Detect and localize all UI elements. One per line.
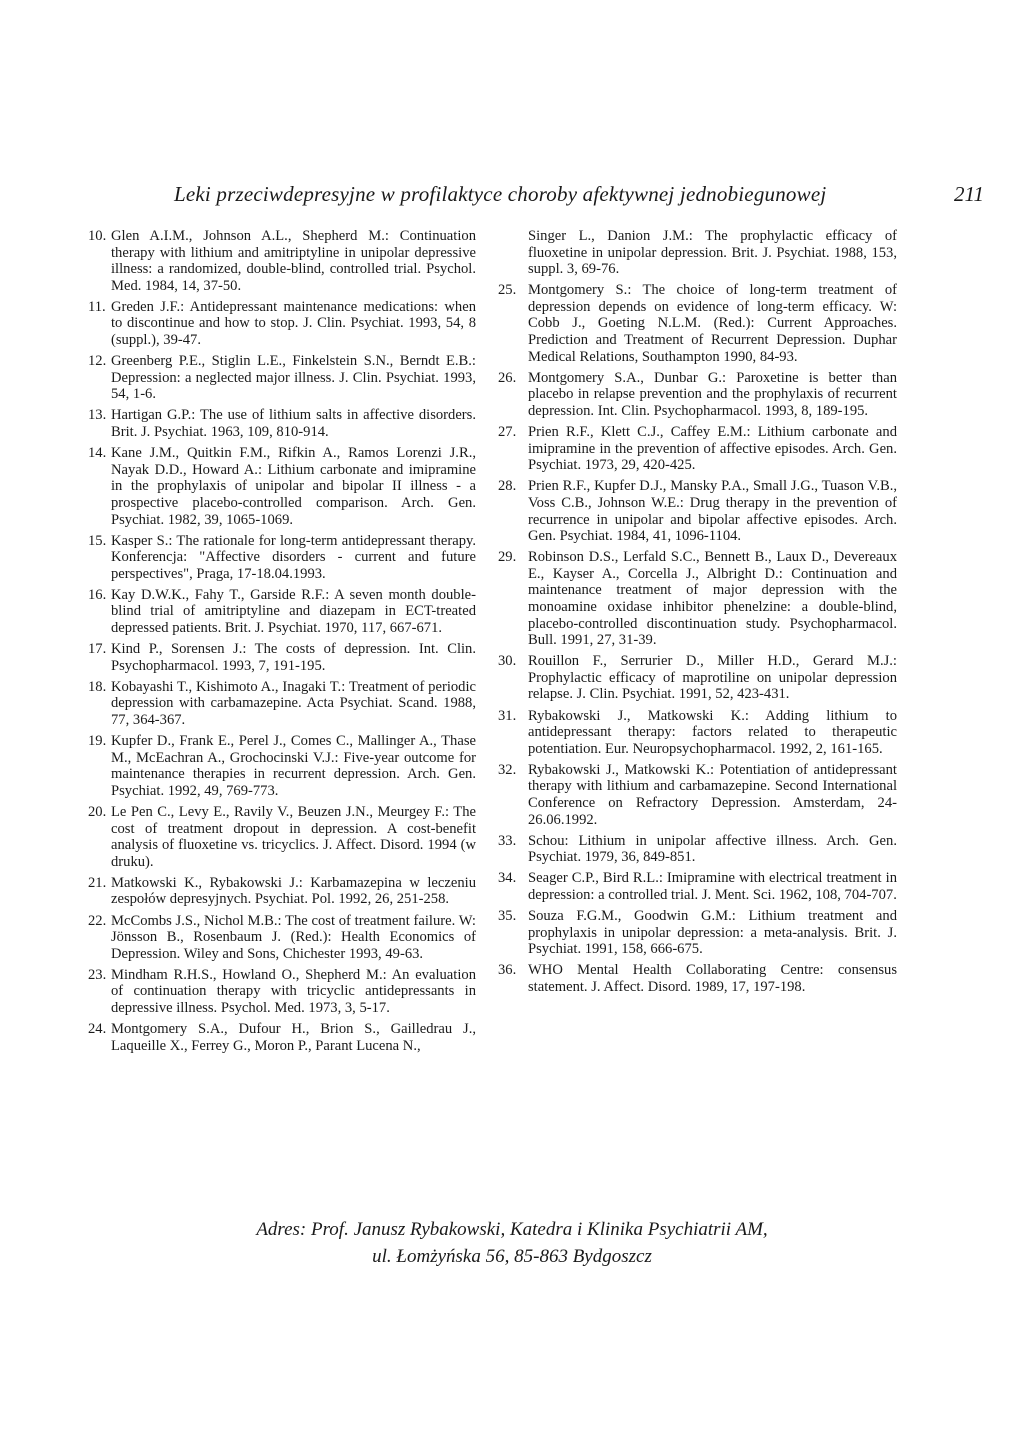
reference-entry — [88, 733, 476, 799]
reference-entry-continued — [498, 228, 897, 278]
reference-text: Montgomery S.A., Dufour H., Brion S., Gailledrau J., Laqueille X., Ferrey G., Moron P., Parant Lucena N., — [111, 1021, 476, 1054]
reference-entry — [88, 679, 476, 729]
reference-entry — [88, 353, 476, 403]
reference-text: Mindham R.H.S., Howland O., Shepherd M.: An evaluation of continuation therapy with tricyclic antidepressants in depressive illness. Psychol. Med. 1973, 3, 5-17. — [111, 966, 476, 1017]
reference-number: 35. — [498, 908, 517, 925]
reference-text: WHO Mental Health Collaborating Centre: consensus statement. J. Affect. Disord. 1989, 17, 197-198. — [528, 962, 897, 995]
reference-text: McCombs J.S., Nichol M.B.: The cost of treatment failure. W: Jönsson B., Rosenbaum J. (Red.): Health Economics of Depression. Wiley and Sons, Chichester 1993, 49-63. — [111, 912, 476, 962]
reference-number: 34. — [498, 870, 517, 887]
reference-text: Greenberg P.E., Stiglin L.E., Finkelstein S.N., Berndt E.B.: Depression: a neglected major illness. J. Clin. Psychiat. 1993, 54, 1-6. — [111, 353, 476, 403]
reference-number: 36. — [498, 962, 517, 979]
reference-number: 13. — [88, 407, 107, 424]
reference-text: Schou: Lithium in unipolar affective illness. Arch. Gen. Psychiat. 1979, 36, 849-851. — [528, 832, 897, 866]
reference-entry — [88, 967, 476, 1017]
reference-number: 21. — [88, 874, 107, 891]
reference-text: Rybakowski J., Matkowski K.: Potentiation of antidepressant therapy with lithium and carbamazepine. Second International Conference on Refractory Depression. Amsterdam, 24-26.06.1992. — [528, 761, 897, 828]
reference-entry — [498, 708, 897, 758]
reference-entry — [498, 762, 897, 828]
reference-entry — [498, 870, 897, 903]
reference-number: 23. — [88, 966, 107, 983]
reference-entry — [498, 282, 897, 365]
address-line-2: ul. Łomżyńska 56, 85-863 Bydgoszcz — [372, 1246, 652, 1267]
reference-number: 20. — [88, 804, 107, 820]
reference-number: 27. — [498, 424, 517, 441]
reference-entry — [498, 962, 897, 995]
reference-number: 11. — [88, 298, 106, 315]
reference-text: Seager C.P., Bird R.L.: Imipramine with electrical treatment in depression: a controlled trial. J. Ment. Sci. 1962, 108, 704-707. — [528, 870, 897, 903]
reference-entry — [498, 370, 897, 420]
reference-number: 25. — [498, 282, 517, 299]
reference-entry — [88, 641, 476, 674]
reference-text: Kobayashi T., Kishimoto A., Inagaki T.: Treatment of periodic depression with carbamazepine. Acta Psychiat. Scand. 1988, 77, 364-367. — [111, 678, 476, 729]
reference-text: Hartigan G.P.: The use of lithium salts in affective disorders. Brit. J. Psychiat. 1963, 109, 810-914. — [111, 407, 476, 441]
running-title: Leki przeciwdepresyjne w profilaktyce choroby afektywnej jednobiegunowej — [174, 182, 827, 206]
address-line-1: Adres: Prof. Janusz Rybakowski, Katedra i Klinika Psychiatrii AM, — [256, 1219, 768, 1240]
reference-text: Rouillon F., Serrurier D., Miller H.D., Gerard M.J.: Prophylactic efficacy of maprotiline on unipolar depression relapse. J. Clin. Psychiat. 1991, 52, 423-431. — [528, 653, 897, 703]
references-left-column — [88, 228, 476, 1059]
reference-text: Matkowski K., Rybakowski J.: Karbamazepina w leczeniu zespołów depresyjnych. Psychiat. Pol. 1992, 26, 251-258. — [111, 874, 476, 908]
author-address — [0, 1216, 1024, 1270]
reference-entry — [88, 533, 476, 583]
reference-text: Kane J.M., Quitkin F.M., Rifkin A., Ramos Lorenzi J.R., Nayak D.D., Howard A.: Lithium carbonate and imipramine in the prophylaxis of unipolar and bipolar II illness - a prospective placebo-controlled comparison. Arch. Gen. Psychiat. 1982, 39, 1065-1069. — [111, 445, 476, 528]
reference-number: 22. — [88, 912, 107, 929]
reference-text: Prien R.F., Klett C.J., Caffey E.M.: Lithium carbonate and imipramine in the prevention of affective episodes. Arch. Gen. Psychiat. 1973, 29, 420-425. — [528, 424, 897, 474]
page-number: 211 — [954, 182, 984, 206]
references-right-column — [498, 228, 897, 1000]
reference-entry — [88, 875, 476, 908]
reference-number: 10. — [88, 228, 107, 244]
reference-text: Greden J.F.: Antidepressant maintenance medications: when to discontinue and how to stop. J. Clin. Psychiat. 1993, 54, 8 (suppl.), 39-47. — [111, 298, 476, 349]
reference-entry — [498, 478, 897, 544]
reference-number: 15. — [88, 532, 107, 549]
reference-number: 18. — [88, 678, 107, 695]
reference-text: Souza F.G.M., Goodwin G.M.: Lithium treatment and prophylaxis in unipolar depression: a meta-analysis. Brit. J. Psychiat. 1991, 158, 666-675. — [528, 908, 897, 958]
reference-text: Le Pen C., Levy E., Ravily V., Beuzen J.N., Meurgey F.: The cost of treatment dropout in depression. A cost-benefit analysis of fluoxetine vs. tricyclics. J. Affect. Disord. 1994 (w druku). — [111, 804, 476, 870]
reference-text: Robinson D.S., Lerfald S.C., Bennett B., Laux D., Devereaux E., Kayser A., Corcella J., Albright D.: Continuation and maintenance treatment of major depression with the monoamine oxidase inhibitor phenelzine: a double-blind, placebo-controlled discontinuation study. Psychopharmacol. Bull. 1991, 27, 31-39. — [528, 549, 897, 649]
reference-entry — [88, 587, 476, 637]
reference-number: 30. — [498, 653, 517, 670]
reference-entry — [88, 913, 476, 963]
reference-text: Kupfer D., Frank E., Perel J., Comes C., Mallinger A., Thase M., McEachran A., Grochocinski V.J.: Five-year outcome for maintenance therapies in recurrent depression. Arch. Gen. Psychiat. 1992, 49, 769-773. — [111, 733, 476, 799]
reference-entry — [88, 228, 476, 294]
reference-number: 19. — [88, 733, 107, 750]
reference-text: Kasper S.: The rationale for long-term antidepressant therapy. Konferencja: "Affective disorders - current and future perspectives", Praga, 17-18.04.1993. — [111, 532, 476, 582]
reference-number: 14. — [88, 445, 107, 462]
reference-entry — [498, 424, 897, 474]
reference-number: 16. — [88, 586, 107, 603]
reference-text: Kind P., Sorensen J.: The costs of depression. Int. Clin. Psychopharmacol. 1993, 7, 191-195. — [111, 641, 476, 674]
reference-number: 26. — [498, 369, 517, 386]
reference-number: 17. — [88, 641, 107, 658]
reference-text: Prien R.F., Kupfer D.J., Mansky P.A., Small J.G., Tuason V.B., Voss C.B., Johnson W.E.: Drug therapy in the prevention of recurrence in unipolar and bipolar affective episodes. Arch. Gen. Psychiat. 1984, 41, 1096-1104. — [528, 478, 897, 545]
reference-number: 12. — [88, 353, 107, 370]
reference-entry — [498, 549, 897, 649]
reference-entry — [88, 407, 476, 440]
reference-number: 33. — [498, 832, 517, 849]
reference-entry — [88, 804, 476, 870]
reference-entry — [88, 445, 476, 528]
reference-number: 32. — [498, 761, 517, 778]
reference-text: Rybakowski J., Matkowski K.: Adding lithium to antidepressant therapy: factors related to therapeutic potentiation. Eur. Neuropsychopharmacol. 1992, 2, 161-165. — [528, 707, 897, 757]
reference-text: Montgomery S.: The choice of long-term treatment of depression depends on evidence of long-term efficacy. W: Cobb J., Goeting N.L.M. (Red.): Current Approaches. Prediction and Treatment of Recurrent Depression. Duphar Medical Relations, Southampton 1990, 84-93. — [528, 282, 897, 365]
running-head — [174, 182, 1004, 212]
reference-text: Singer L., Danion J.M.: The prophylactic efficacy of fluoxetine in unipolar depression. Brit. J. Psychiat. 1988, 153, suppl. 3, 69-76. — [528, 228, 897, 278]
reference-text: Glen A.I.M., Johnson A.L., Shepherd M.: Continuation therapy with lithium and amitriptyline in unipolar depressive illness: a randomized, double-blind, controlled trial. Psychol. Med. 1984, 14, 37-50. — [111, 228, 476, 294]
reference-entry — [88, 299, 476, 349]
reference-number: 31. — [498, 707, 517, 724]
reference-text: Kay D.W.K., Fahy T., Garside R.F.: A seven month double-blind trial of amitriptyline and diazepam in ECT-treated depressed patients. Brit. J. Psychiat. 1970, 117, 667-671. — [111, 586, 476, 637]
reference-number: 29. — [498, 549, 517, 566]
reference-entry — [498, 833, 897, 866]
reference-entry — [88, 1021, 476, 1054]
reference-number: 28. — [498, 478, 517, 495]
reference-number: 24. — [88, 1021, 107, 1038]
reference-entry — [498, 908, 897, 958]
reference-entry — [498, 653, 897, 703]
reference-text: Montgomery S.A., Dunbar G.: Paroxetine is better than placebo in relapse prevention and the prophylaxis of recurrent depression. Int. Clin. Psychopharmacol. 1993, 8, 189-195. — [528, 369, 897, 419]
